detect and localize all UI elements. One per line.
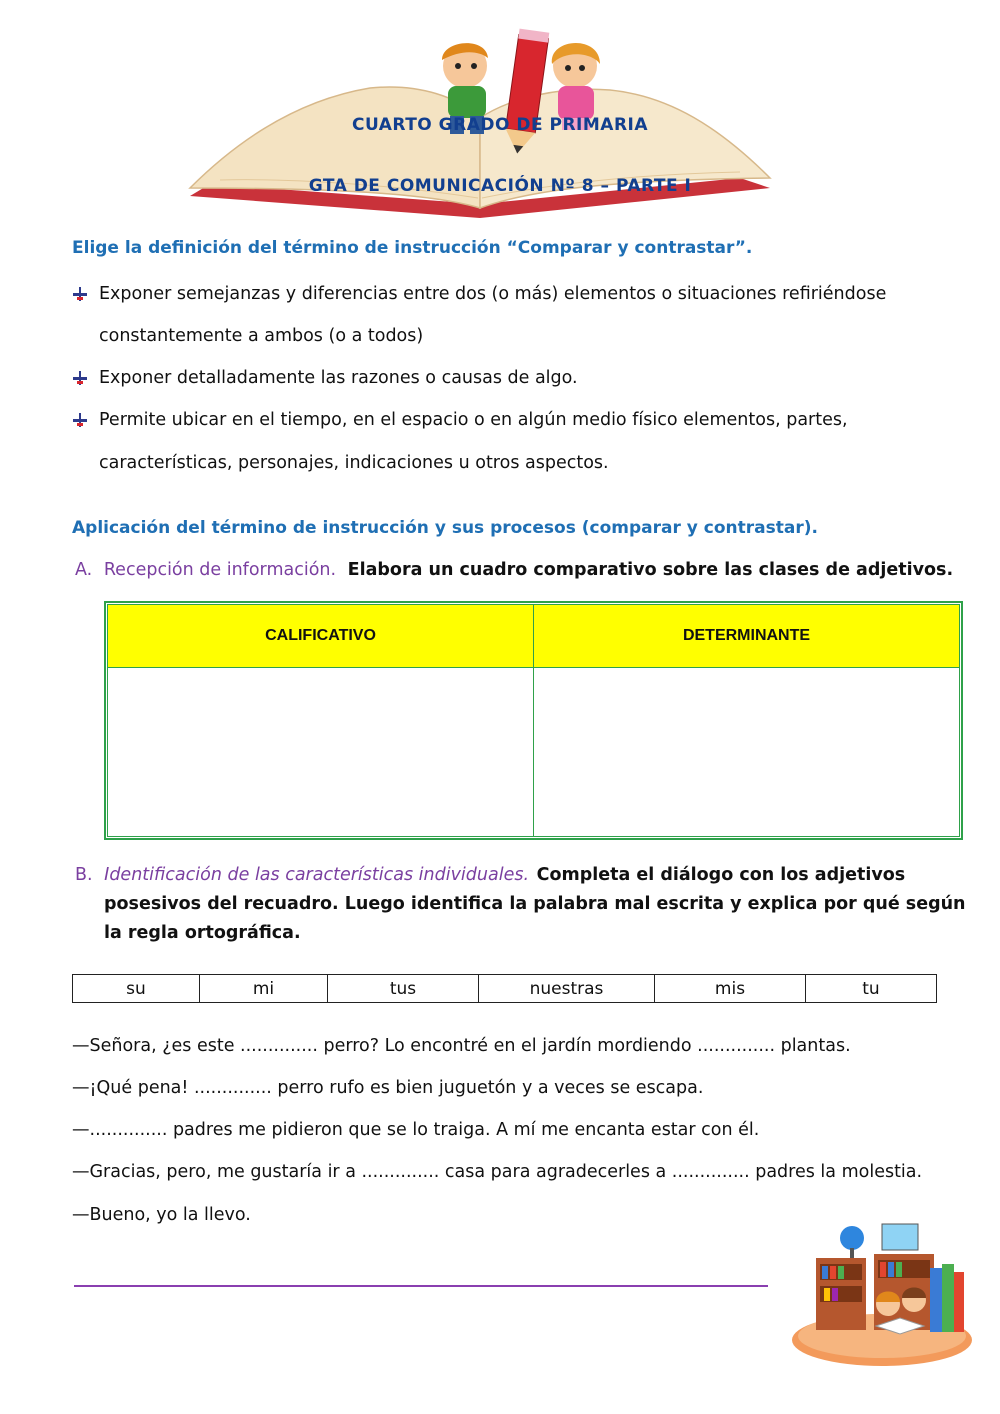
answer-line[interactable] — [74, 1285, 768, 1287]
question1-prompt: Elige la definición del término de instrucción “Comparar y contrastar”. — [72, 238, 753, 258]
pushpin-bullet-icon — [72, 286, 88, 302]
section-b-instruction-3: la regla ortográfica. — [104, 923, 301, 943]
dialog-line: —¡Qué pena! .............. perro rufo es bien juguetón y a veces se escapa. — [72, 1078, 704, 1098]
section-b-instruction-2: posesivos del recuadro. Luego identifica la palabra mal escrita y explica por qué según — [104, 894, 966, 914]
section-a-letter: A. — [75, 560, 93, 580]
dialog-line: —.............. padres me pidieron que se lo traiga. A mí me encanta estar con él. — [72, 1120, 760, 1140]
option-1-line1: Exponer semejanzas y diferencias entre dos (o más) elementos o situaciones refiriéndose — [99, 284, 887, 304]
option-3-line2: características, personajes, indicaciones u otros aspectos. — [99, 453, 609, 473]
word-mi: mi — [200, 975, 328, 1003]
pushpin-bullet-icon — [72, 370, 88, 386]
dialog-line: —Señora, ¿es este .............. perro? Lo encontré en el jardín mordiendo .............. plantas. — [72, 1036, 851, 1056]
guide-title: GTA DE COMUNICACIÓN Nº 8 – PARTE I — [308, 176, 692, 196]
section-b-letter: B. — [75, 865, 93, 885]
column-header-determinante: DETERMINANTE — [534, 605, 960, 668]
section-a-header — [75, 560, 953, 580]
word-nuestras: nuestras — [479, 975, 655, 1003]
option-1-line2: constantemente a ambos (o a todos) — [99, 326, 424, 346]
answer-cell-determinante[interactable] — [534, 668, 960, 837]
section-b-instruction-1: Completa el diálogo con los adjetivos — [536, 865, 906, 885]
option-2-line1: Exponer detalladamente las razones o causas de algo. — [99, 368, 578, 388]
dialog-line: —Bueno, yo la llevo. — [72, 1205, 251, 1225]
section-b-label: Identificación de las características individuales. — [104, 865, 530, 885]
section-b-header — [75, 865, 905, 885]
grade-title: CUARTO GRADO DE PRIMARIA — [351, 115, 649, 135]
section-a-label: Recepción de información. — [103, 560, 337, 580]
word-tu: tu — [806, 975, 937, 1003]
word-box — [72, 974, 937, 1003]
kids-reading-library-illustration — [790, 1218, 975, 1368]
pushpin-bullet-icon — [72, 412, 88, 428]
word-su: su — [73, 975, 200, 1003]
column-header-calificativo: CALIFICATIVO — [108, 605, 534, 668]
dialog-line: —Gracias, pero, me gustaría ir a .............. casa para agradecerles a .............. padres la molestia. — [72, 1162, 923, 1182]
application-heading: Aplicación del término de instrucción y sus procesos (comparar y contrastar). — [72, 518, 818, 538]
word-tus: tus — [328, 975, 479, 1003]
word-mis: mis — [655, 975, 806, 1003]
comparison-table — [104, 601, 963, 840]
section-a-instruction: Elabora un cuadro comparativo sobre las clases de adjetivos. — [347, 560, 954, 580]
option-3-line1: Permite ubicar en el tiempo, en el espacio o en algún medio físico elementos, partes, — [99, 410, 848, 430]
answer-cell-calificativo[interactable] — [108, 668, 534, 837]
